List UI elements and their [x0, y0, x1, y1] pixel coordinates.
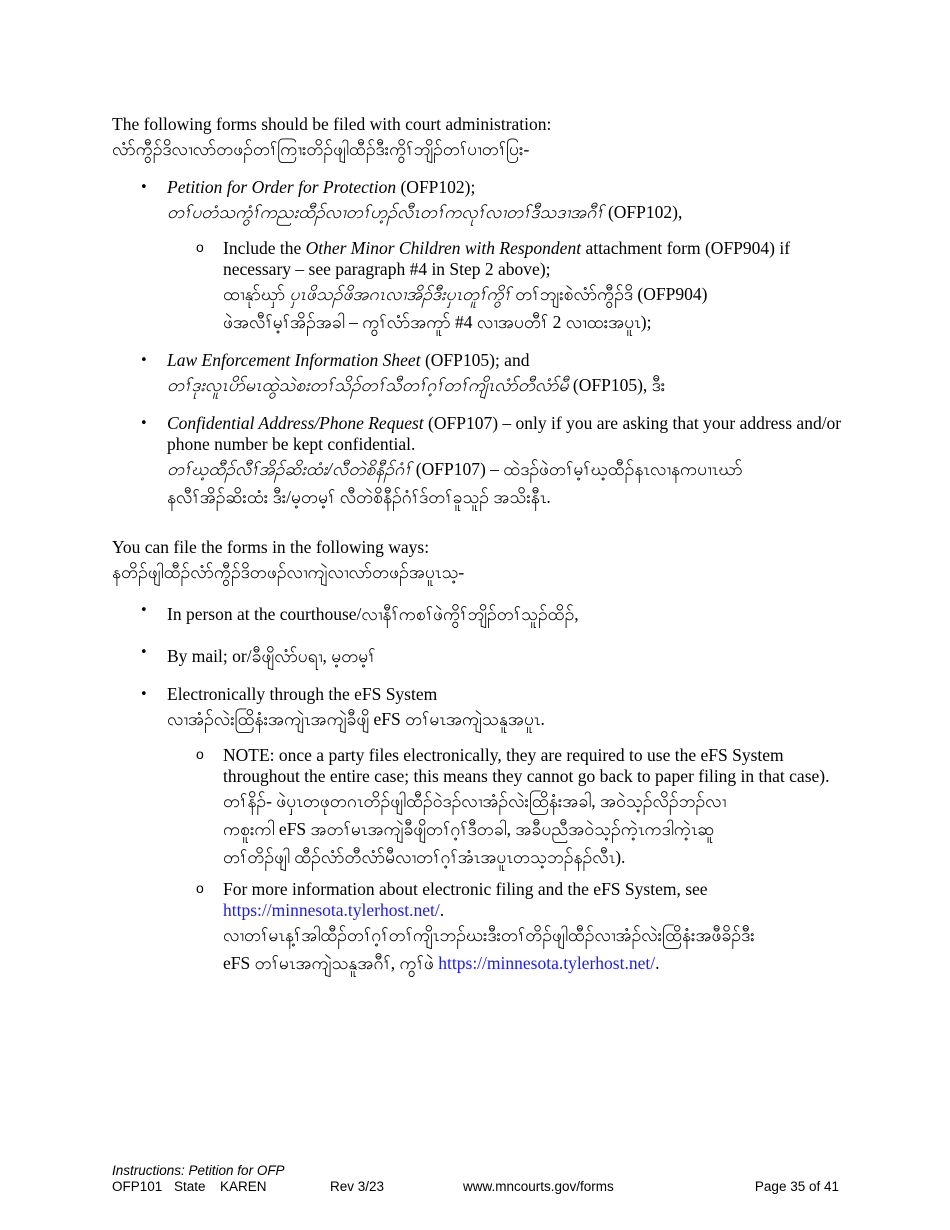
footer-url: www.mncourts.gov/forms: [463, 1179, 614, 1194]
list-item: o NOTE: once a party files electronically, they are required to use the eFS System throughout the entire case; this means they cannot go back to paper filing in that case). တၢ်နိၣ်- ဖဲပှၤတဖုတဂၤတိၣ်ဖျါထီၣ်ဝဲဒၣ်လၢအံၣ်လဲးထြိနံးအခါ, အဝဲသ့ၣ်လိၣ်ဘၣ်လၢ ကစူးကါ eFS အတၢ်မၤအကျဲခီဖျိတၢ်ဂ့ၢ်ဒီတခါ, အခီပညီအဝဲသ့ၣ်ကဲ့ၤကဒါကဲ့ၤဆူ တၢ်တိၣ်ဖျါ ထီၣ်လံာ်တီလံာ်မီလၢတၢ်ဂ့ၢ်အံၤအပူၤတသ့ဘၣ်နၣ်လီၤ).: [167, 745, 842, 871]
form-title-karen: တၢ်ဒုးလူၤပိာ်မၤထွဲသဲစးတၢ်သိၣ်တၢ်သီတၢ်ဂ့ၢ်တၢ်ကျိၤလံာ်တီလံာ်မီ: [167, 375, 569, 395]
footer-row: [112, 1179, 839, 1195]
sub-list: [167, 745, 842, 977]
filing-ways-section: [112, 537, 842, 977]
page-footer: [112, 1163, 839, 1195]
form-title: Petition for Order for Protection: [167, 177, 397, 197]
form-title-karen: တၢ်ဃ့ထီၣ်လီၢ်အိၣ်ဆိးထံး/လီတဲစိနီၣ်ဂံၢ်: [167, 459, 412, 479]
list-item: • In person at the courthouse/လၢနီၢ်ကစၢ်ဖဲကွိၢ်ဘျိၣ်တၢ်သူၣ်ထိၣ်,: [112, 600, 842, 628]
footer-title: Instructions: Petition for OFP: [112, 1163, 285, 1178]
note-text: o NOTE: once a party files electronically, they are required to use the eFS System throughout the entire case; this means they cannot go back to paper filing in that case).: [223, 745, 830, 786]
form-title: Confidential Address/Phone Request: [167, 413, 424, 433]
footer-form-code: OFP101: [112, 1179, 163, 1194]
footer-state: State: [174, 1179, 206, 1194]
efs-link[interactable]: https://minnesota.tylerhost.net/: [223, 900, 440, 920]
list-item: • By mail; or/ခီဖျိလံာ်ပရၢ, မ့တမ့ၢ်: [112, 642, 842, 670]
forms-list: [112, 177, 842, 511]
document-body: [112, 114, 842, 991]
efs-link-karen[interactable]: https://minnesota.tylerhost.net/: [438, 953, 656, 973]
ways-list: [112, 600, 842, 977]
list-item: • Confidential Address/Phone Request (OFP107) – only if you are asking that your address and/or phone number be kept confidential. တၢ်ဃ့ထီၣ်လီၢ်အိၣ်ဆိးထံး/လီတဲစိနီၣ်ဂံၢ် (OFP107) – ထဲဒၣ်ဖဲတၢ်မ့ၢ်ဃ့ထီၣ်နၤလၢနကပၢၤဃာ် နလီၢ်အိၣ်ဆိးထံး ဒီး/မ့တမ့ၢ် လီတဲစိနီၣ်ဂံၢ်ဒ်တၢ်ခူသူၣ် အသိးနီၤ.: [112, 413, 842, 511]
ways-en: You can file the forms in the following ways:: [112, 537, 430, 557]
list-item: • Law Enforcement Information Sheet (OFP105); and တၢ်ဒုးလူၤပိာ်မၤထွဲသဲစးတၢ်သိၣ်တၢ်သီတၢ်ဂ့ၢ်တၢ်ကျိၤလံာ်တီလံာ်မီ (OFP105), ဒီး: [112, 350, 842, 399]
footer-language: KAREN: [220, 1179, 267, 1194]
intro-karen: လံာ်ကွီၣ်ဒိလၢလာ်တဖၣ်တၢ်ကြၢးတိၣ်ဖျါထီၣ်ဒီးကွိၢ်ဘျိၣ်တၢ်ပၢတၢ်ပြး-: [112, 139, 530, 159]
footer-revision: Rev 3/23: [330, 1179, 385, 1194]
list-item: • Electronically through the eFS System လၢအံၣ်လဲးထြိနံးအကျဲၤအကျဲခီဖျိ eFS တၢ်မၤအကျဲသနူအပူၤ. o NOTE: once a party files electronically, they are required to use the eFS System throughout the entire case; this means they cannot go back to paper filing in that case). တၢ်နိၣ်- ဖဲပှၤတဖုတဂၤတိၣ်ဖျါထီၣ်ဝဲဒၣ်လၢအံၣ်လဲးထြိနံးအခါ, အဝဲသ့ၣ်လိၣ်ဘၣ်လၢ ကစူးကါ eFS အတၢ်မၤအကျဲခီဖျိတၢ်ဂ့ၢ်ဒီတခါ, အခီပညီအဝဲသ့ၣ်ကဲ့ၤကဒါကဲ့ၤဆူ တၢ်တိၣ်ဖျါ ထီၣ်လံာ်တီလံာ်မီလၢတၢ်ဂ့ၢ်အံၤအပူၤတသ့ဘၣ်နၣ်လီၤ). o For more information about electronic filing and the eFS System, see https://minnesota.tylerhost.net/. လၢတၢ်မၤန့ၢ်အါထီၣ်တၢ်ဂ့ၢ်တၢ်ကျိၤဘၣ်ဃးဒီးတၢ်တိၣ်ဖျါထီၣ်လၢအံၣ်လဲးထြိနံးအဖီခိၣ်ဒီး eFS တၢ်မၤအကျဲသနူအဂီၢ်, ကွၢ်ဖဲ https://minnesota.tylerhost.net/.: [112, 684, 842, 977]
form-title: Law Enforcement Information Sheet: [167, 350, 421, 370]
list-item: • Petition for Order for Protection (OFP102); တၢ်ပတံသကွံၢ်ကညးထီၣ်လၢတၢ်ဟ့ၣ်လီၤတၢ်ကလုၢ်လၢတၢ်ဒီသဒၢအဂီၢ် (OFP102), o Include the Other Minor Children with Respondent attachment form (OFP904) if necessary – see paragraph #4 in Step 2 above); ထၢနုာ်ဃှာ် ပှၤဖိသၣ်ဖိအဂၤလၢအိၣ်ဒီးပှၤတူၢ်ကွိၢ် တၢ်ဘျးစဲလံာ်ကွီၣ်ဒိ (OFP904) ဖဲအလီၢ်မ့ၢ်အိၣ်အခါ – ကွၢ်လံာ်အကူာ် #4 လၢအပတီၢ် 2 လၢထးအပူၤ);: [112, 177, 842, 336]
list-item: o Include the Other Minor Children with Respondent attachment form (OFP904) if necessary – see paragraph #4 in Step 2 above); ထၢနုာ်ဃှာ် ပှၤဖိသၣ်ဖိအဂၤလၢအိၣ်ဒီးပှၤတူၢ်ကွိၢ် တၢ်ဘျးစဲလံာ်ကွီၣ်ဒိ (OFP904) ဖဲအလီၢ်မ့ၢ်အိၣ်အခါ – ကွၢ်လံာ်အကူာ် #4 လၢအပတီၢ် 2 လၢထးအပူၤ);: [167, 238, 842, 336]
sub-list: [167, 238, 842, 336]
intro-en: The following forms should be filed with court administration:: [112, 114, 552, 134]
footer-page-number: Page 35 of 41: [754, 1179, 839, 1194]
list-item: o For more information about electronic filing and the eFS System, see https://minnesota.tylerhost.net/. လၢတၢ်မၤန့ၢ်အါထီၣ်တၢ်ဂ့ၢ်တၢ်ကျိၤဘၣ်ဃးဒီးတၢ်တိၣ်ဖျါထီၣ်လၢအံၣ်လဲးထြိနံးအဖီခိၣ်ဒီး eFS တၢ်မၤအကျဲသနူအဂီၢ်, ကွၢ်ဖဲ https://minnesota.tylerhost.net/.: [167, 879, 842, 977]
ways-karen: နတိၣ်ဖျါထီၣ်လံာ်ကွီၣ်ဒိတဖၣ်လၢကျဲလၢလာ်တဖၣ်အပူၤသ့-: [112, 562, 465, 582]
form-title-karen: တၢ်ပတံသကွံၢ်ကညးထီၣ်လၢတၢ်ဟ့ၣ်လီၤတၢ်ကလုၢ်လၢတၢ်ဒီသဒၢအဂီၢ်: [167, 202, 604, 222]
